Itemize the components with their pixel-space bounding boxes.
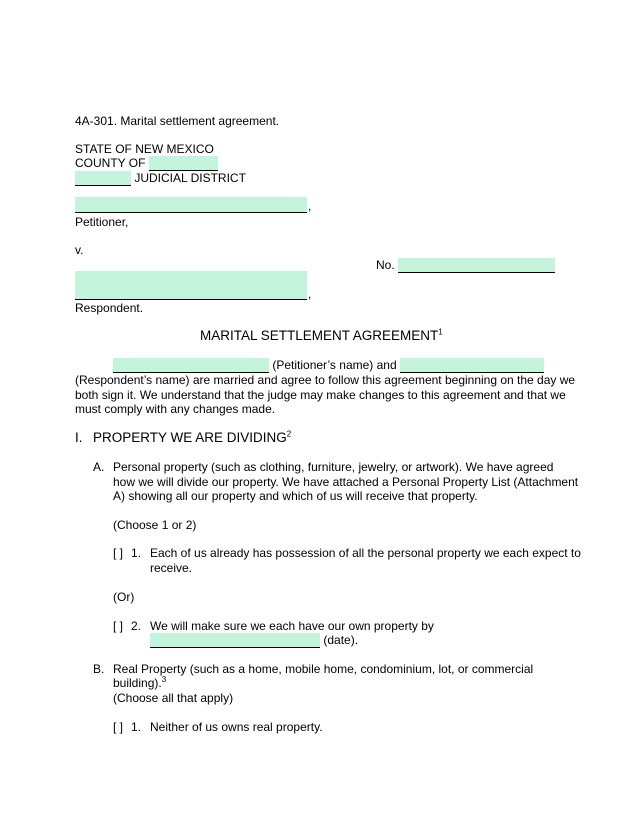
form-heading xyxy=(75,114,279,129)
item-b-line-1: Real Property (such as a home, mobile home, condominium, lot, or commercial xyxy=(113,662,534,676)
possession-date-input[interactable] xyxy=(150,633,320,648)
intro-line-3: both sign it. We understand that the judge may make changes to this agreement and that we xyxy=(75,388,566,402)
petitioner-label: Petitioner, xyxy=(75,215,129,229)
item-a-opt2-checkbox[interactable]: [ ] xyxy=(113,619,124,633)
item-b-opt1-text: Neither of us owns real property. xyxy=(150,720,323,734)
footnote-ref-3: 3 xyxy=(161,675,167,684)
form-number: 4A-301. xyxy=(75,114,118,128)
county-line xyxy=(75,156,218,171)
item-a-line-1: Personal property (such as clothing, furniture, jewelry, or artwork). We have agreed xyxy=(113,460,554,474)
form-title: Marital settlement agreement. xyxy=(120,114,280,128)
district-line xyxy=(75,171,246,186)
respondent-label: Respondent. xyxy=(75,301,144,315)
date-hint: (date). xyxy=(323,633,359,647)
petitioner-name-input[interactable] xyxy=(75,197,307,213)
item-a-choose: (Choose 1 or 2) xyxy=(113,518,197,532)
item-b-line-2: building).$^3$ xyxy=(113,675,167,690)
district-input[interactable] xyxy=(75,171,131,186)
district-label: JUDICIAL DISTRICT xyxy=(134,171,246,185)
petitioner-comma: , xyxy=(308,199,312,213)
agreement-title: MARITAL SETTLEMENT AGREEMENT$^1$ xyxy=(200,327,443,343)
intro-line-2: (Respondent’s name) are married and agree to follow this agreement beginning on the day we xyxy=(75,373,576,387)
petitioner-name-hint: (Petitioner’s name) and xyxy=(272,358,397,372)
section-i-heading: PROPERTY WE ARE DIVIDING$^2$ xyxy=(93,429,292,445)
item-a-opt2-line-1: We will make sure we each have our own property by xyxy=(150,619,434,633)
state-line: STATE OF NEW MEXICO xyxy=(75,142,214,156)
item-a-opt1-checkbox[interactable]: [ ] xyxy=(113,546,124,560)
item-b-letter: B. xyxy=(93,662,105,676)
respondent-comma: , xyxy=(308,287,312,301)
footnote-ref-1: 1 xyxy=(438,327,443,337)
intro-line-4: must comply with any changes made. xyxy=(75,402,276,416)
county-label: COUNTY OF xyxy=(75,156,146,170)
item-b-opt1-number: 1. xyxy=(131,720,142,734)
item-b-opt1-checkbox[interactable]: [ ] xyxy=(113,720,124,734)
item-a-line-2: how we will divide our property. We have attached a Personal Property List (Attachment xyxy=(113,475,579,489)
county-input[interactable] xyxy=(149,156,218,171)
item-a-or: (Or) xyxy=(113,590,135,604)
case-number-input[interactable] xyxy=(398,258,555,273)
section-i-numeral: I. xyxy=(75,430,83,445)
item-b-choose: (Choose all that apply) xyxy=(113,691,234,705)
case-number-label: No. xyxy=(376,258,395,272)
case-number-line xyxy=(376,258,555,273)
item-a-opt1-line-2: receive. xyxy=(150,561,193,575)
respondent-name-field[interactable] xyxy=(400,358,544,373)
petitioner-name-field[interactable] xyxy=(113,358,269,373)
footnote-ref-2: 2 xyxy=(286,429,292,439)
item-a-opt1-number: 1. xyxy=(131,546,142,560)
item-a-opt2-number: 2. xyxy=(131,619,142,633)
intro-line-1 xyxy=(113,358,544,373)
item-a-letter: A. xyxy=(93,460,105,474)
versus: v. xyxy=(75,243,84,257)
item-a-opt1-line-1: Each of us already has possession of all the personal property we each expect to xyxy=(150,546,581,560)
item-a-line-3: A) showing all our property and which of us will receive that property. xyxy=(113,489,478,503)
respondent-name-input[interactable] xyxy=(75,271,307,300)
item-a-opt2-line-2 xyxy=(150,633,358,648)
